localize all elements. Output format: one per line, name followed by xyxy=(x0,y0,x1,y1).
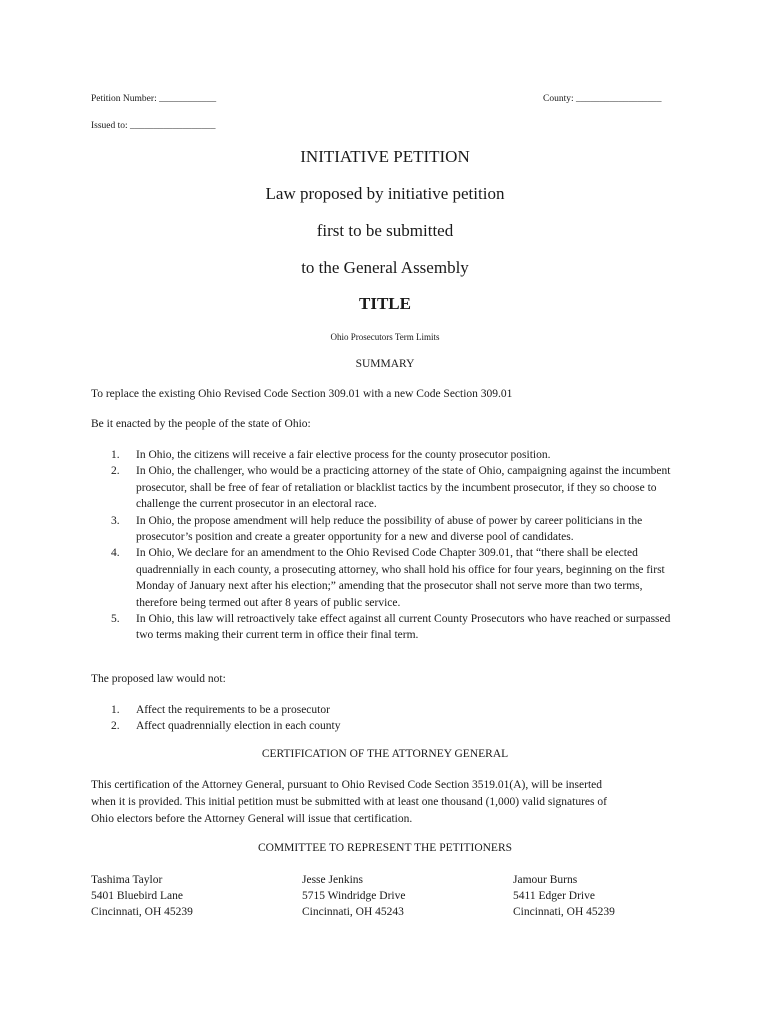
list-item xyxy=(111,513,681,546)
list-item-text: In Ohio, We declare for an amendment to the Ohio Revised Code Chapter 309.01, that “there shall be elected quadrennially in each county, a prosecuting attorney, who shall hold his office for four years, beginning on the first Monday of January next after his election;” amending that the prosecutor shall not serve more than two terms, therefore being termed out after 8 years of public service. xyxy=(136,547,665,609)
member-street: 5411 Edger Drive xyxy=(513,890,595,902)
issued-to-field: Issued to: __________________ xyxy=(91,121,216,131)
document-title: INITIATIVE PETITION xyxy=(300,147,470,166)
petition-number-field: Petition Number: ____________ xyxy=(91,94,217,104)
list-item-text: Affect quadrennially election in each county xyxy=(136,720,341,733)
member-name: Jamour Burns xyxy=(513,874,578,886)
certification-line-3: Ohio electors before the Attorney General will issue that certification. xyxy=(91,813,413,825)
list-item-text: In Ohio, the propose amendment will help reduce the possibility of abuse of power by career politicians in the prosecutor’s position and create a greater opportunity for a new and diverse pool of candidates. xyxy=(136,514,643,544)
enacted-clause: Be it enacted by the people of the state of Ohio: xyxy=(91,418,311,430)
list-item-text: Affect the requirements to be a prosecutor xyxy=(136,704,330,716)
list-item xyxy=(111,545,681,611)
summary-heading: SUMMARY xyxy=(355,358,415,370)
subtitle-line-1: Law proposed by initiative petition xyxy=(265,184,505,203)
subtitle-line-2: first to be submitted xyxy=(316,221,454,240)
committee-member xyxy=(302,872,405,920)
member-street: 5715 Windridge Drive xyxy=(302,890,406,902)
would-not-heading: The proposed law would not: xyxy=(91,673,226,685)
member-name: Tashima Taylor xyxy=(91,874,163,886)
list-item-number: 2. xyxy=(111,465,120,478)
title-value: Ohio Prosecutors Term Limits xyxy=(330,332,440,342)
certification-line-1: This certification of the Attorney General, pursuant to Ohio Revised Code Section 3519.01(A), will be inserted xyxy=(91,779,602,791)
list-item xyxy=(111,447,681,463)
list-item xyxy=(111,463,681,512)
list-item-number: 1. xyxy=(111,704,120,716)
member-street: 5401 Bluebird Lane xyxy=(91,890,183,902)
member-city: Cincinnati, OH 45243 xyxy=(302,906,404,918)
list-item-number: 3. xyxy=(111,514,120,527)
subtitle-line-3: to the General Assembly xyxy=(301,258,469,277)
list-item xyxy=(111,718,681,734)
certification-heading: CERTIFICATION OF THE ATTORNEY GENERAL xyxy=(261,748,509,760)
list-item-text: In Ohio, this law will retroactively take effect against all current County Prosecutors who have reached or surpassed two terms making their current term in office their final term. xyxy=(136,613,671,642)
list-item-number: 2. xyxy=(111,720,120,733)
committee-heading: COMMITTEE TO REPRESENT THE PETITIONERS xyxy=(257,842,513,854)
county-field: County: __________________ xyxy=(543,94,662,104)
certification-line-2: when it is provided. This initial petition must be submitted with at least one thousand (1,000) valid signatures of xyxy=(91,796,607,808)
would-not-list xyxy=(111,702,681,735)
title-heading: TITLE xyxy=(359,294,411,313)
member-city: Cincinnati, OH 45239 xyxy=(513,906,615,918)
summary-list xyxy=(111,447,681,644)
member-city: Cincinnati, OH 45239 xyxy=(91,906,193,918)
list-item-number: 5. xyxy=(111,613,120,626)
committee-member xyxy=(91,872,193,920)
list-item xyxy=(111,611,681,644)
list-item-number: 1. xyxy=(111,449,120,461)
list-item-text: In Ohio, the challenger, who would be a practicing attorney of the state of Ohio, campaigning against the incumbent prosecutor, shall be free of fear of retaliation or blacklist tactics by the incumbent prosecutor, if they so choose to challenge the current prosecutor in an electoral race. xyxy=(136,465,671,511)
member-name: Jesse Jenkins xyxy=(302,874,364,886)
list-item xyxy=(111,702,681,718)
committee-member xyxy=(513,872,615,920)
list-item-text: In Ohio, the citizens will receive a fair elective process for the county prosecutor position. xyxy=(136,449,551,461)
summary-intro: To replace the existing Ohio Revised Code Section 309.01 with a new Code Section 309.01 xyxy=(91,388,513,400)
list-item-number: 4. xyxy=(111,547,120,560)
